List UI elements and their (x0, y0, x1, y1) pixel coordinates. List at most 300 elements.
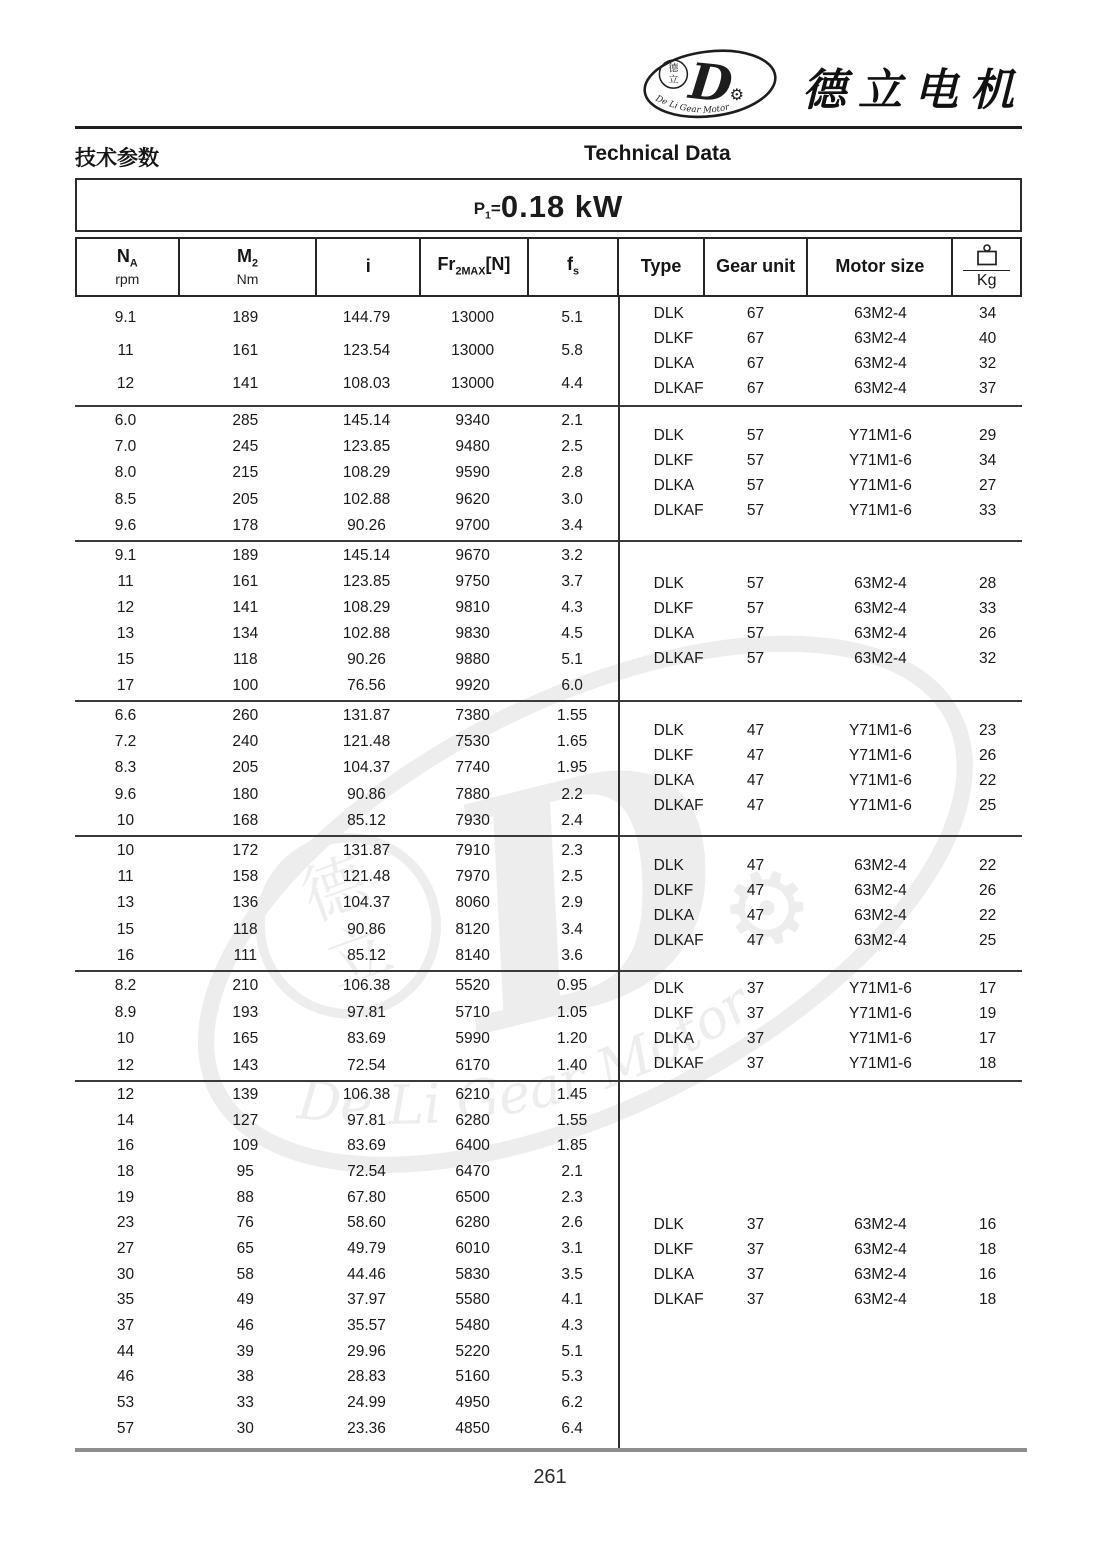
cell-na: 12 (116, 598, 135, 616)
cell-na: 10 (116, 1030, 135, 1048)
cell-type: DLKAF (653, 379, 704, 397)
cell-m2: 165 (232, 1030, 259, 1048)
cell-fr2max: 6470 (455, 1163, 490, 1181)
cell-kg: 25 (979, 797, 997, 814)
cell-gear-unit: 57 (746, 427, 765, 444)
cell-fs: 2.5 (561, 868, 583, 886)
cell-kg: 23 (979, 722, 997, 739)
cell-motor-size: 63M2-4 (854, 599, 907, 617)
cell-i: 108.03 (342, 375, 391, 393)
cell-fs: 1.95 (557, 759, 588, 777)
group-right (618, 1082, 1022, 1442)
cell-type: DLKA (653, 624, 695, 642)
cell-motor-size: 63M2-4 (854, 354, 907, 372)
data-row (618, 1237, 1022, 1262)
cell-i: 83.69 (347, 1030, 386, 1048)
masthead-rule (75, 126, 1022, 129)
cell-i: 72.54 (347, 1163, 386, 1181)
cell-m2: 33 (236, 1394, 254, 1412)
cell-fr2max: 7970 (455, 868, 490, 886)
cell-m2: 205 (232, 759, 259, 777)
cell-fr2max: 6500 (455, 1188, 490, 1206)
cell-motor-size: Y71M1-6 (849, 797, 912, 814)
column-divider (618, 297, 620, 1448)
data-row (75, 891, 618, 916)
cell-i: 35.57 (347, 1317, 386, 1335)
section-titles (75, 142, 1022, 170)
cell-na: 9.1 (114, 546, 137, 564)
cell-fr2max: 5160 (455, 1368, 490, 1386)
col-header-m2: $M_2$ Nm (178, 239, 316, 295)
cell-motor-size: 63M2-4 (854, 1290, 907, 1308)
power-symbol: $P_1=$ (473, 198, 501, 222)
cell-na: 57 (116, 1419, 135, 1437)
cell-kg: 17 (979, 979, 997, 997)
cell-m2: 180 (232, 785, 259, 803)
cell-fr2max: 6280 (455, 1214, 490, 1232)
cell-motor-size: Y71M1-6 (849, 502, 912, 519)
group-left (75, 1082, 618, 1442)
cell-fs: 6.4 (561, 1419, 583, 1437)
cell-motor-size: 63M2-4 (854, 882, 907, 899)
section-title-cn: 技术参数 (75, 147, 159, 170)
cell-motor-size: 63M2-4 (854, 1240, 907, 1258)
cell-gear-unit: 37 (746, 1265, 765, 1283)
data-row (75, 1134, 618, 1159)
data-row (618, 474, 1022, 499)
data-row (618, 744, 1022, 769)
cell-fs: 1.55 (557, 706, 588, 724)
cell-fr2max: 5480 (455, 1317, 490, 1335)
table-group (75, 1082, 1022, 1442)
cell-gear-unit: 37 (746, 979, 765, 997)
col-header-fr2max: $Fr_{2MAX}[N]$ (419, 239, 527, 295)
cell-na: 23 (116, 1214, 135, 1232)
cell-fr2max: 6280 (455, 1111, 490, 1129)
table-group (75, 297, 1022, 407)
cell-m2: 143 (232, 1056, 259, 1074)
cell-gear-unit: 37 (746, 1029, 765, 1047)
cell-i: 145.14 (342, 546, 391, 564)
cell-fr2max: 9830 (455, 625, 490, 643)
cell-kg: 16 (979, 1215, 997, 1233)
cell-m2: 127 (232, 1111, 259, 1129)
data-row (75, 595, 618, 620)
cell-gear-unit: 57 (746, 574, 765, 592)
cell-i: 85.12 (347, 812, 386, 830)
power-value: 0.18 kW (500, 189, 624, 224)
cell-m2: 30 (236, 1419, 254, 1437)
cell-na: 14 (116, 1111, 135, 1129)
cell-m2: 118 (232, 920, 258, 938)
masthead (640, 48, 1026, 124)
cell-i: 106.38 (342, 1086, 391, 1104)
data-row (75, 1000, 618, 1025)
cell-fs: 3.4 (561, 920, 583, 938)
cell-m2: 58 (236, 1265, 254, 1283)
data-row (75, 569, 618, 594)
cell-fs: 6.2 (561, 1394, 583, 1412)
cell-na: 27 (116, 1240, 135, 1258)
cell-i: 49.79 (347, 1240, 386, 1258)
group-right (618, 702, 1022, 835)
cell-kg: 18 (979, 1290, 997, 1308)
cell-motor-size: Y71M1-6 (849, 979, 912, 997)
cell-m2: 39 (236, 1342, 254, 1360)
cell-type: DLKF (653, 329, 694, 347)
cell-i: 108.29 (342, 464, 391, 482)
cell-na: 8.3 (114, 759, 137, 777)
cell-motor-size: 63M2-4 (854, 649, 907, 667)
cell-m2: 88 (236, 1188, 254, 1206)
cell-fs: 2.3 (561, 841, 583, 859)
cell-fs: 1.20 (557, 1030, 588, 1048)
cell-gear-unit: 37 (746, 1054, 765, 1072)
col-header-type: Type (617, 239, 703, 295)
cell-fs: 0.95 (557, 977, 588, 995)
data-row (75, 1416, 618, 1441)
data-row (618, 1212, 1022, 1237)
cell-type: DLKF (653, 882, 694, 899)
cell-na: 12 (116, 1056, 135, 1074)
cell-type: DLK (653, 722, 684, 739)
cell-motor-size: Y71M1-6 (849, 427, 912, 444)
cell-i: 131.87 (342, 706, 391, 724)
data-row (75, 435, 618, 460)
cell-motor-size: Y71M1-6 (849, 477, 912, 494)
cell-fr2max: 5990 (455, 1030, 490, 1048)
cell-na: 9.6 (114, 517, 137, 535)
cell-na: 16 (116, 947, 135, 965)
cell-i: 145.14 (342, 411, 391, 429)
cell-i: 28.83 (347, 1368, 386, 1386)
cell-motor-size: 63M2-4 (854, 574, 907, 592)
cell-i: 37.97 (347, 1291, 386, 1309)
cell-i: 67.80 (347, 1188, 386, 1206)
data-row (618, 854, 1022, 879)
cell-m2: 215 (232, 464, 259, 482)
cell-gear-unit: 67 (746, 329, 765, 347)
cell-m2: 193 (232, 1003, 259, 1021)
cell-i: 58.60 (347, 1214, 386, 1232)
table-group (75, 702, 1022, 837)
cell-gear-unit: 47 (746, 747, 765, 764)
table-header (75, 237, 1022, 297)
data-row (618, 424, 1022, 449)
cell-na: 11 (117, 342, 134, 359)
cell-m2: 178 (232, 517, 259, 535)
cell-na: 6.0 (114, 411, 137, 429)
cell-kg: 19 (979, 1004, 997, 1022)
cell-motor-size: Y71M1-6 (849, 747, 912, 764)
cell-na: 16 (116, 1137, 135, 1155)
cell-gear-unit: 57 (746, 477, 765, 494)
group-right (618, 542, 1022, 700)
cell-fr2max: 7930 (455, 812, 490, 830)
cell-fs: 1.05 (557, 1003, 588, 1021)
cell-na: 11 (117, 868, 134, 886)
data-row (75, 756, 618, 781)
cell-motor-size: Y71M1-6 (849, 722, 912, 739)
cell-na: 13 (116, 894, 135, 912)
cell-motor-size: 63M2-4 (854, 329, 907, 347)
group-right (618, 407, 1022, 540)
cell-fr2max: 8060 (455, 894, 490, 912)
cell-kg: 26 (979, 882, 997, 899)
cell-kg: 25 (979, 932, 997, 949)
cell-na: 17 (116, 677, 135, 695)
cell-motor-size: Y71M1-6 (849, 772, 912, 789)
cell-fs: 4.3 (561, 1317, 583, 1335)
cell-na: 19 (116, 1188, 135, 1206)
cell-fs: 2.4 (561, 812, 583, 830)
cell-fr2max: 5580 (455, 1291, 490, 1309)
cell-fr2max: 9920 (455, 677, 490, 695)
cell-fr2max: 5710 (455, 1003, 490, 1021)
data-row (75, 1185, 618, 1210)
cell-fs: 2.6 (561, 1214, 583, 1232)
cell-i: 44.46 (347, 1265, 386, 1283)
data-row (75, 339, 618, 364)
cell-type: DLKAF (653, 649, 704, 667)
cell-gear-unit: 57 (746, 452, 765, 469)
data-row (618, 646, 1022, 671)
group-right (618, 972, 1022, 1080)
cell-kg: 32 (979, 354, 997, 372)
cell-motor-size: 63M2-4 (854, 1265, 907, 1283)
table-group (75, 837, 1022, 972)
cell-i: 90.26 (347, 517, 386, 535)
data-row (618, 719, 1022, 744)
cell-fs: 3.1 (561, 1240, 583, 1258)
data-row (75, 1391, 618, 1416)
cell-na: 15 (116, 920, 135, 938)
cell-kg: 16 (979, 1265, 997, 1283)
cell-fs: 3.6 (561, 947, 583, 965)
cell-fs: 1.55 (557, 1111, 588, 1129)
data-row (75, 1053, 618, 1078)
cell-fs: 2.8 (561, 464, 583, 482)
cell-motor-size: 63M2-4 (854, 624, 907, 642)
cell-gear-unit: 47 (746, 772, 765, 789)
cell-fr2max: 5830 (455, 1265, 490, 1283)
cell-m2: 136 (232, 894, 259, 912)
cell-fr2max: 6010 (455, 1240, 490, 1258)
cell-m2: 134 (232, 625, 259, 643)
cell-fr2max: 5220 (455, 1342, 490, 1360)
cell-type: DLK (653, 857, 684, 874)
cell-fr2max: 4850 (455, 1419, 490, 1437)
table-group (75, 972, 1022, 1082)
cell-fr2max: 7530 (455, 733, 490, 751)
cell-gear-unit: 47 (746, 882, 765, 899)
cell-m2: 141 (232, 598, 259, 616)
data-row (618, 929, 1022, 954)
cell-na: 46 (116, 1368, 135, 1386)
cell-fr2max: 13000 (451, 375, 495, 393)
footer-rule (75, 1448, 1027, 1452)
data-row (618, 976, 1022, 1001)
cell-motor-size: 63M2-4 (854, 304, 907, 322)
cell-fs: 5.1 (561, 651, 583, 669)
cell-na: 15 (116, 651, 135, 669)
data-row (75, 1339, 618, 1364)
data-row (618, 571, 1022, 596)
cell-type: DLK (653, 304, 684, 322)
cell-gear-unit: 47 (746, 722, 765, 739)
cell-type: DLK (653, 574, 684, 592)
data-row (75, 838, 618, 863)
data-row (75, 305, 618, 330)
cell-na: 10 (116, 812, 135, 830)
cell-m2: 95 (236, 1163, 254, 1181)
cell-fs: 1.40 (557, 1056, 588, 1074)
cell-i: 144.79 (342, 308, 391, 326)
cell-kg: 18 (979, 1240, 997, 1258)
cell-fs: 3.4 (561, 517, 583, 535)
data-row (75, 917, 618, 942)
cell-i: 102.88 (342, 625, 391, 643)
cell-fs: 3.7 (561, 572, 583, 590)
cell-type: DLKA (653, 772, 695, 789)
cell-type: DLKA (653, 477, 695, 494)
cell-fs: 2.9 (561, 894, 583, 912)
data-row (618, 794, 1022, 819)
data-row (75, 487, 618, 512)
cell-m2: 205 (232, 490, 259, 508)
cell-type: DLKAF (653, 502, 704, 519)
cell-i: 85.12 (347, 947, 386, 965)
cell-gear-unit: 47 (746, 857, 765, 874)
cell-motor-size: Y71M1-6 (849, 1004, 912, 1022)
group-left (75, 972, 618, 1080)
cell-i: 97.81 (347, 1003, 386, 1021)
data-row (75, 865, 618, 890)
cell-kg: 26 (979, 624, 997, 642)
cell-na: 30 (116, 1265, 135, 1283)
cell-kg: 22 (979, 857, 997, 874)
cell-fr2max: 9590 (455, 464, 490, 482)
cell-na: 37 (116, 1317, 135, 1335)
cell-m2: 49 (236, 1291, 254, 1309)
cell-kg: 22 (979, 772, 997, 789)
cell-fr2max: 9700 (455, 517, 490, 535)
data-row (618, 621, 1022, 646)
cell-fr2max: 5520 (455, 977, 490, 995)
cell-motor-size: 63M2-4 (854, 857, 907, 874)
data-row (75, 408, 618, 433)
cell-kg: 26 (979, 747, 997, 764)
cell-na: 10 (116, 841, 135, 859)
cell-m2: 161 (232, 572, 259, 590)
cell-motor-size: Y71M1-6 (849, 1054, 912, 1072)
cell-kg: 40 (979, 329, 997, 347)
cell-fr2max: 9880 (455, 651, 490, 669)
cell-na: 8.2 (114, 977, 137, 995)
col-header-na: $N_A$ rpm (115, 246, 140, 287)
cell-i: 108.29 (342, 598, 391, 616)
group-right (618, 297, 1022, 405)
cell-fs: 6.0 (561, 677, 583, 695)
cell-i: 90.86 (347, 920, 386, 938)
cell-m2: 38 (236, 1368, 254, 1386)
cell-type: DLKAF (653, 1054, 704, 1072)
cell-m2: 189 (232, 308, 259, 326)
cell-fr2max: 7740 (455, 759, 490, 777)
cell-fr2max: 9810 (455, 598, 490, 616)
data-row (618, 904, 1022, 929)
cell-gear-unit: 47 (746, 932, 765, 949)
data-row (75, 674, 618, 699)
col-header-gear-unit: Gear unit (703, 239, 807, 295)
cell-fr2max: 4950 (455, 1394, 490, 1412)
data-row (75, 1083, 618, 1108)
cell-gear-unit: 47 (746, 797, 765, 814)
data-row (618, 499, 1022, 524)
cell-fs: 1.65 (557, 733, 588, 751)
cell-type: DLKA (653, 1029, 695, 1047)
cell-kg: 27 (979, 477, 997, 494)
cell-fs: 4.3 (561, 598, 583, 616)
cell-na: 35 (116, 1291, 135, 1309)
cell-kg: 33 (979, 599, 997, 617)
group-left (75, 702, 618, 835)
cell-type: DLK (653, 979, 684, 997)
cell-gear-unit: 57 (746, 502, 765, 519)
data-row (75, 543, 618, 568)
cell-fs: 5.8 (561, 342, 583, 359)
cell-gear-unit: 37 (746, 1290, 765, 1308)
data-row (75, 1365, 618, 1390)
group-left (75, 542, 618, 700)
cell-motor-size: 63M2-4 (854, 907, 907, 924)
cell-fr2max: 6400 (455, 1137, 490, 1155)
cell-gear-unit: 67 (746, 354, 765, 372)
cell-m2: 118 (232, 651, 258, 669)
cell-m2: 285 (232, 411, 259, 429)
group-left (75, 297, 618, 405)
cell-gear-unit: 67 (746, 304, 765, 322)
cell-fs: 1.85 (557, 1137, 588, 1155)
cell-na: 18 (116, 1163, 135, 1181)
cell-i: 83.69 (347, 1137, 386, 1155)
col-header-kg (951, 239, 1020, 295)
cell-m2: 46 (236, 1317, 254, 1335)
cell-fr2max: 6170 (455, 1056, 490, 1074)
cell-gear-unit: 37 (746, 1215, 765, 1233)
cell-m2: 168 (232, 812, 259, 830)
cell-i: 121.48 (342, 733, 391, 751)
col-header-i: i (315, 239, 419, 295)
cell-i: 123.85 (342, 438, 391, 456)
cell-i: 23.36 (347, 1419, 386, 1437)
section-title-en: Technical Data (584, 142, 731, 165)
data-row (75, 1288, 618, 1313)
cell-fr2max: 6210 (455, 1086, 490, 1104)
cell-fs: 2.1 (561, 411, 583, 429)
cell-i: 104.37 (342, 759, 391, 777)
cell-i: 72.54 (347, 1056, 386, 1074)
data-row (618, 1001, 1022, 1026)
group-left (75, 837, 618, 970)
cell-kg: 22 (979, 907, 997, 924)
cell-gear-unit: 57 (746, 599, 765, 617)
data-row (75, 1314, 618, 1339)
cell-fs: 2.5 (561, 438, 583, 456)
cell-fr2max: 9670 (455, 546, 490, 564)
cell-type: DLKF (653, 747, 694, 764)
data-row (618, 301, 1022, 326)
